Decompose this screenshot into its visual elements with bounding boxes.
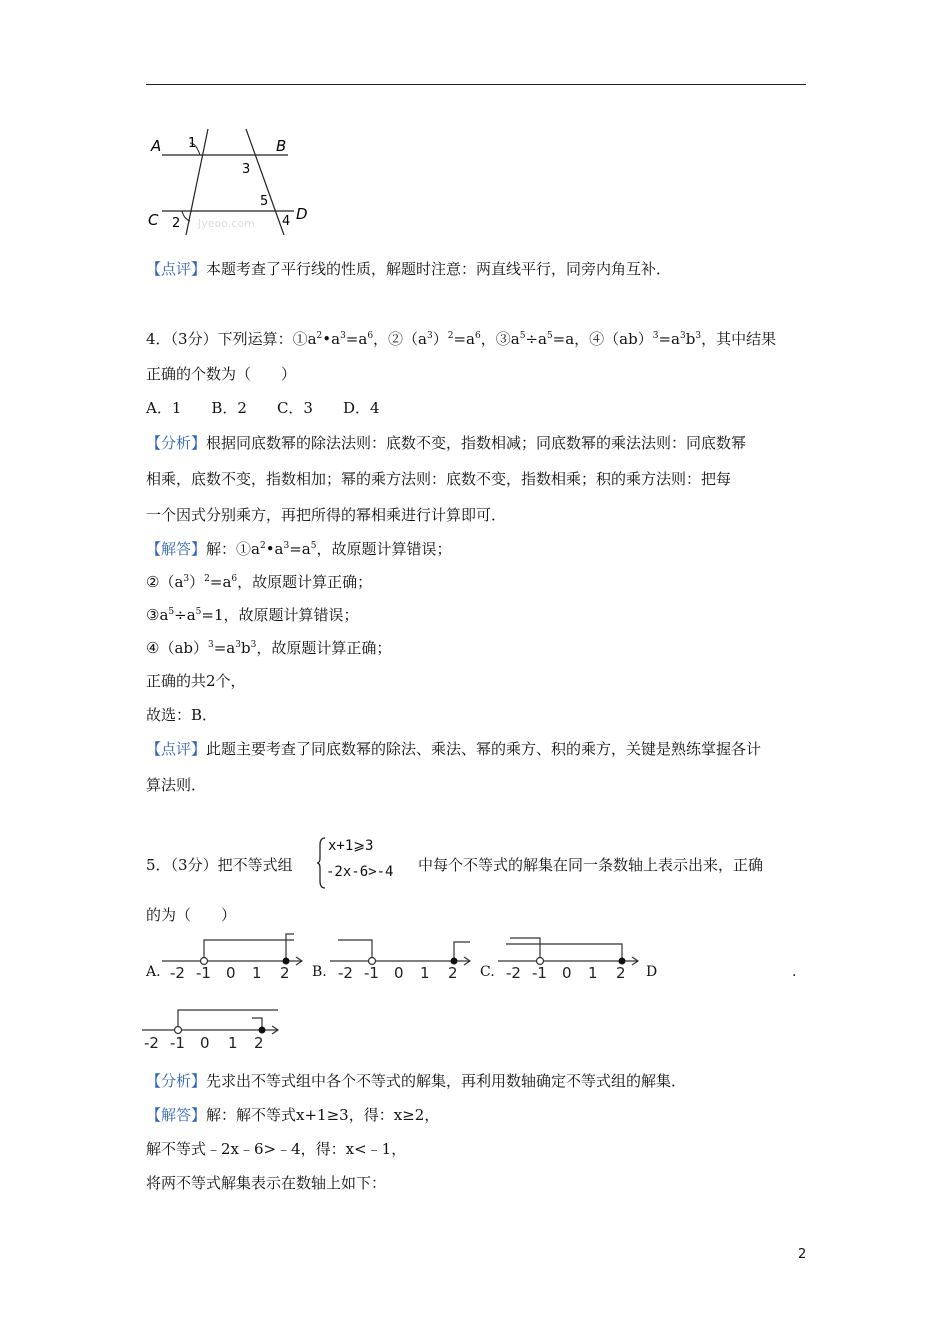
tick-label: 2 xyxy=(616,964,626,982)
angle-5: 5 xyxy=(260,194,269,209)
tick-label: -1 xyxy=(196,964,211,982)
tick-label: 0 xyxy=(562,964,572,982)
q4-stem-line1: 4．（3分）下列运算：$①a^2•a^3=a^6$，$②(a^3)^2=a^6$，$③a^5\div a^5=a$，$④(ab)^3=a^3b^3$，其中结果 xyxy=(146,330,777,348)
parallel-lines-figure xyxy=(146,125,316,240)
tick-label: -1 xyxy=(532,964,547,982)
number-line-A xyxy=(162,932,312,982)
number-line-C xyxy=(498,932,648,982)
q4-answer-1: 【解答】解：$①a^2•a^3=a^5$，故原题计算错误； xyxy=(146,540,452,558)
tick-label: 1 xyxy=(228,1034,238,1052)
inequality-2: -2x-6>-4 xyxy=(326,864,394,880)
label-B: B xyxy=(276,137,287,155)
tick-label: -1 xyxy=(170,1034,185,1052)
tick-label: 2 xyxy=(280,964,290,982)
header-rule xyxy=(146,84,806,85)
tick-label: 2 xyxy=(254,1034,264,1052)
q4-answer-3: $③a^5\div a^5=1$，故原题计算错误； xyxy=(146,606,359,624)
tick-label: -2 xyxy=(144,1034,159,1052)
option-A-label: A. xyxy=(146,964,161,980)
q5-answer-2: 解不等式﹣2x﹣6>﹣4，得：x<﹣1， xyxy=(146,1140,407,1158)
page-number: 2 xyxy=(798,1247,807,1262)
option-B-label: B. xyxy=(312,964,327,980)
q5-stem-post: 中每个不等式的解集在同一条数轴上表示出来，正确 xyxy=(418,856,764,874)
tick-label: 1 xyxy=(588,964,598,982)
angle-3: 3 xyxy=(242,162,251,177)
q4-answer-2: $②(a^3)^2=a^6$，故原题计算正确； xyxy=(146,573,373,591)
option-D-label: D xyxy=(646,964,658,980)
tick-label: -2 xyxy=(170,964,185,982)
watermark: Jyeoo.com xyxy=(198,217,255,230)
q4-answer-6: 故选：B． xyxy=(146,706,218,724)
q5-answer-3: 将两不等式解集表示在数轴上如下： xyxy=(146,1174,387,1192)
tick-label: 2 xyxy=(448,964,458,982)
tick-label: 0 xyxy=(226,964,236,982)
option-D-dot: . xyxy=(792,964,797,980)
label-C: C xyxy=(148,211,159,229)
q3-comment: 【点评】本题考查了平行线的性质，解题时注意：两直线平行，同旁内角互补． xyxy=(146,260,672,278)
q5-stem-pre: 5．（3分）把不等式组 xyxy=(146,856,293,874)
tick-label: -1 xyxy=(364,964,379,982)
label-A: A xyxy=(151,137,162,155)
system-brace xyxy=(316,837,326,889)
number-line-B xyxy=(330,932,480,982)
tick-label: 1 xyxy=(252,964,262,982)
angle-1: 1 xyxy=(188,136,197,151)
q4-answer-4: $④(ab)^3=a^3b^3$，故原题计算正确； xyxy=(146,639,392,657)
inequality-1: x+1⩾3 xyxy=(328,838,374,854)
q4-options: A．1 B．2 C．3 D．4 xyxy=(146,399,380,417)
q5-answer-1: 【解答】解：解不等式x+1≥3，得：x≥2， xyxy=(146,1106,440,1124)
q4-comment-2: 算法则． xyxy=(146,776,207,794)
label-D: D xyxy=(296,205,308,223)
angle-2: 2 xyxy=(172,216,181,231)
q5-stem-line2: 的为（ ） xyxy=(146,906,237,924)
tick-label: 0 xyxy=(200,1034,210,1052)
tick-label: -2 xyxy=(506,964,521,982)
q4-answer-5: 正确的共2个， xyxy=(146,672,246,690)
q4-analysis-2: 相乘，底数不变，指数相加；幂的乘方法则：底数不变，指数相乘；积的乘方法则：把每 xyxy=(146,470,732,488)
number-line-D xyxy=(142,1004,292,1054)
tick-label: 1 xyxy=(420,964,430,982)
q4-analysis-1: 【分析】根据同底数幂的除法法则：底数不变，指数相减；同底数幂的乘法法则：同底数幂 xyxy=(146,434,747,452)
option-C-label: C. xyxy=(480,964,495,980)
angle-4: 4 xyxy=(282,214,291,229)
q4-analysis-3: 一个因式分别乘方，再把所得的幂相乘进行计算即可． xyxy=(146,506,507,524)
tick-label: -2 xyxy=(338,964,353,982)
q4-comment-1: 【点评】此题主要考查了同底数幂的除法、乘法、幂的乘方、积的乘方，关键是熟练掌握各计 xyxy=(146,740,762,758)
q5-analysis: 【分析】先求出不等式组中各个不等式的解集，再利用数轴确定不等式组的解集． xyxy=(146,1072,687,1090)
q4-stem-line2: 正确的个数为（ ） xyxy=(146,365,297,383)
tick-label: 0 xyxy=(394,964,404,982)
